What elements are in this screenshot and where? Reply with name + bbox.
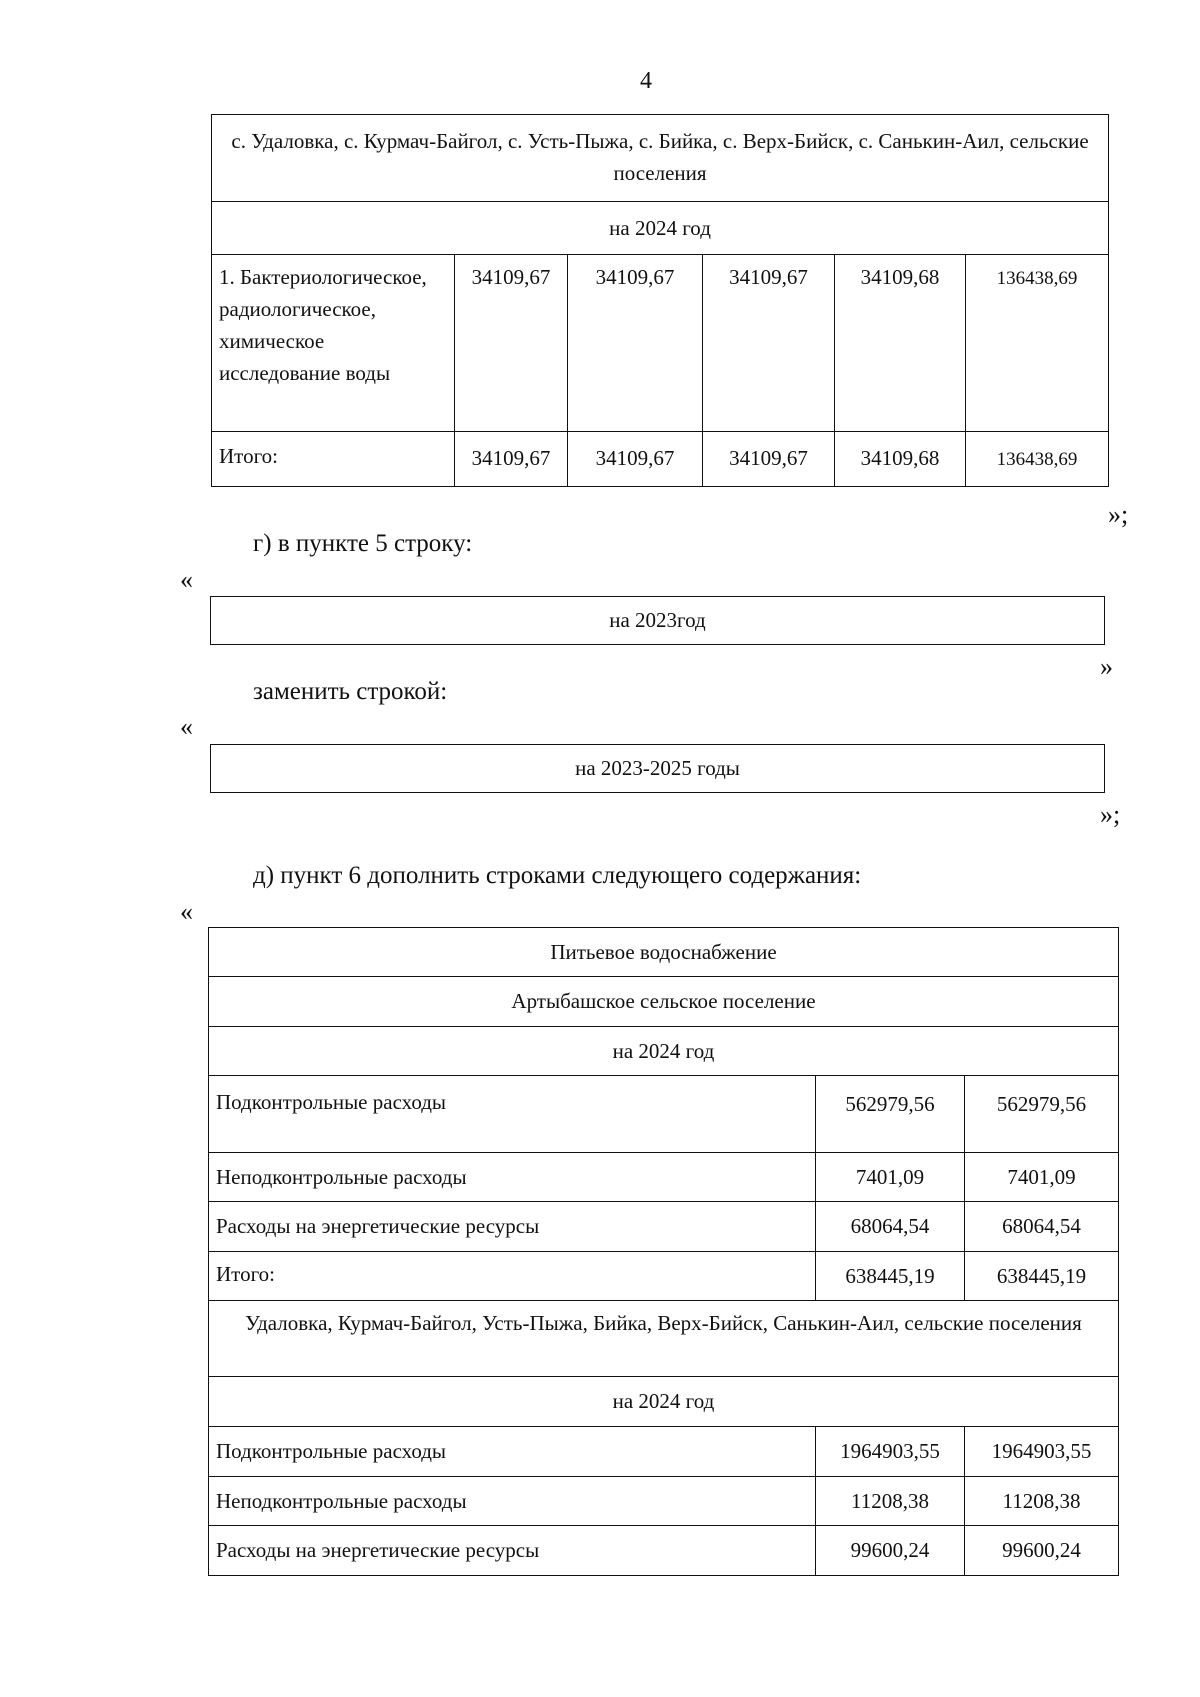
table-row [212,255,1109,432]
water-supply-table [208,927,1119,1576]
page-number: 4 [640,68,652,94]
opening-quote: « [180,897,193,926]
cell-value: 34109,67 [455,255,568,432]
section-year: на 2024 год [209,1027,1119,1076]
row-label: Расходы на энергетические ресурсы [209,1526,816,1576]
row-label: Итого: [209,1252,816,1301]
cell-value: 7401,09 [965,1153,1119,1202]
section-name: Артыбашское сельское поселение [209,977,1119,1027]
cell-value: 34109,67 [568,432,703,487]
paragraph-d: д) пункт 6 дополнить строками следующего содержания: [253,862,862,889]
cell-value: 11208,38 [965,1477,1119,1526]
table-row [209,1427,1119,1477]
table1-header: с. Удаловка, с. Курмач-Байгол, с. Усть-Пыжа, с. Бийка, с. Верх-Бийск, с. Санькин-Аил, сельские поселения [212,115,1109,202]
cell-total: 136438,69 [966,432,1109,487]
box-text: на 2023год [211,597,1105,645]
paragraph-replace: заменить строкой: [253,678,448,705]
table-row [209,1526,1119,1576]
table1-year: на 2024 год [212,202,1109,255]
row-label: Неподконтрольные расходы [209,1477,816,1526]
cell-value: 34109,68 [835,432,966,487]
row-label: Подконтрольные расходы [209,1427,816,1477]
cell-value: 34109,67 [703,255,835,432]
cell-value: 68064,54 [965,1202,1119,1252]
paragraph-g: г) в пункте 5 строку: [253,530,473,557]
closing-quote: » [1100,652,1113,681]
cell-value: 99600,24 [965,1526,1119,1576]
opening-quote: « [180,565,193,594]
replaced-row-box [210,596,1105,645]
table-row [212,432,1109,487]
cell-value: 34109,67 [568,255,703,432]
cell-value: 1964903,55 [816,1427,965,1477]
row-label: Неподконтрольные расходы [209,1153,816,1202]
table-row [209,1153,1119,1202]
cell-value: 34109,67 [703,432,835,487]
cell-value: 562979,56 [816,1076,965,1153]
closing-quote: »; [1100,800,1121,829]
cell-value: 34109,68 [835,255,966,432]
table-row [209,1477,1119,1526]
cell-value: 638445,19 [965,1252,1119,1301]
table2-title: Питьевое водоснабжение [209,928,1119,977]
cell-value: 68064,54 [816,1202,965,1252]
row-label: 1. Бактериологическое, радиологическое, химическое исследование воды [212,255,455,432]
cell-value: 1964903,55 [965,1427,1119,1477]
cell-value: 7401,09 [816,1153,965,1202]
table-row [209,1076,1119,1153]
cell-total: 136438,69 [966,255,1109,432]
cell-value: 99600,24 [816,1526,965,1576]
closing-quote: »; [1108,500,1129,529]
section-year: на 2024 год [209,1377,1119,1427]
cell-value: 638445,19 [816,1252,965,1301]
replacement-row-box [210,744,1105,793]
table-row [209,1202,1119,1252]
water-testing-table [211,114,1109,487]
cell-value: 562979,56 [965,1076,1119,1153]
opening-quote: « [180,712,193,741]
section-name: Удаловка, Курмач-Байгол, Усть-Пыжа, Бийка, Верх-Бийск, Санькин-Аил, сельские поселения [209,1301,1119,1377]
row-label: Подконтрольные расходы [209,1076,816,1153]
row-label: Итого: [212,432,455,487]
cell-value: 11208,38 [816,1477,965,1526]
box-text: на 2023-2025 годы [211,745,1105,793]
row-label: Расходы на энергетические ресурсы [209,1202,816,1252]
table-row [209,1252,1119,1301]
cell-value: 34109,67 [455,432,568,487]
